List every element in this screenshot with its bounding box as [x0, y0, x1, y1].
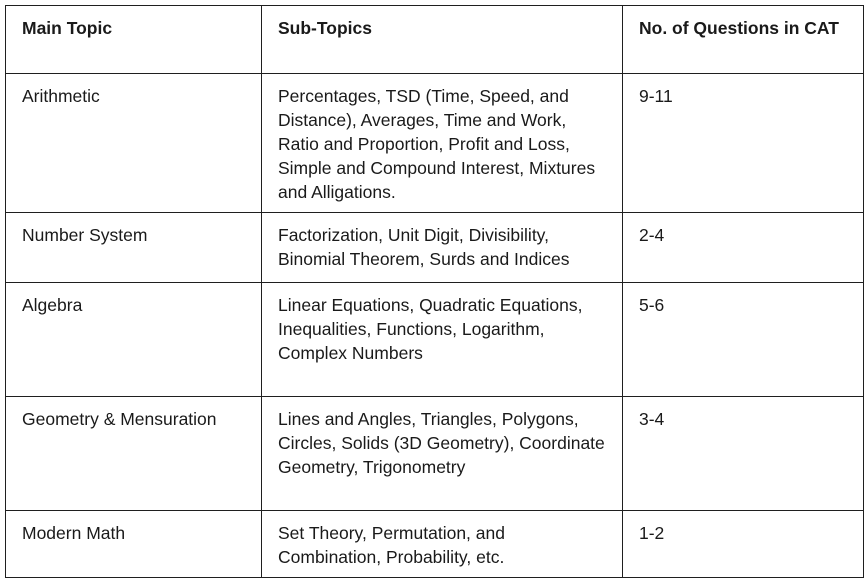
main-topic-cell: Number System [6, 213, 262, 283]
sub-topics-cell: Linear Equations, Quadratic Equations, Inequalities, Functions, Logarithm, Complex Numbers [262, 283, 623, 397]
header-sub-topics: Sub-Topics [262, 6, 623, 74]
table-header-row [6, 6, 864, 74]
questions-count-cell: 3-4 [623, 397, 864, 511]
table-row [6, 283, 864, 397]
questions-count-cell: 5-6 [623, 283, 864, 397]
sub-topics-cell: Set Theory, Permutation, and Combination, Probability, etc. [262, 511, 623, 578]
questions-count-cell: 9-11 [623, 74, 864, 213]
table-row [6, 213, 864, 283]
table-row [6, 511, 864, 578]
main-topic-cell: Algebra [6, 283, 262, 397]
sub-topics-cell: Percentages, TSD (Time, Speed, and Distance), Averages, Time and Work, Ratio and Proportion, Profit and Loss, Simple and Compound Interest, Mixtures and Alligations. [262, 74, 623, 213]
sub-topics-cell: Factorization, Unit Digit, Divisibility, Binomial Theorem, Surds and Indices [262, 213, 623, 283]
main-topic-cell: Arithmetic [6, 74, 262, 213]
table-row [6, 397, 864, 511]
header-questions-count: No. of Questions in CAT [623, 6, 864, 74]
main-topic-cell: Geometry & Mensuration [6, 397, 262, 511]
header-main-topic: Main Topic [6, 6, 262, 74]
questions-count-cell: 2-4 [623, 213, 864, 283]
questions-count-cell: 1-2 [623, 511, 864, 578]
table-row [6, 74, 864, 213]
cat-topics-table [5, 5, 864, 578]
sub-topics-cell: Lines and Angles, Triangles, Polygons, Circles, Solids (3D Geometry), Coordinate Geometry, Trigonometry [262, 397, 623, 511]
main-topic-cell: Modern Math [6, 511, 262, 578]
